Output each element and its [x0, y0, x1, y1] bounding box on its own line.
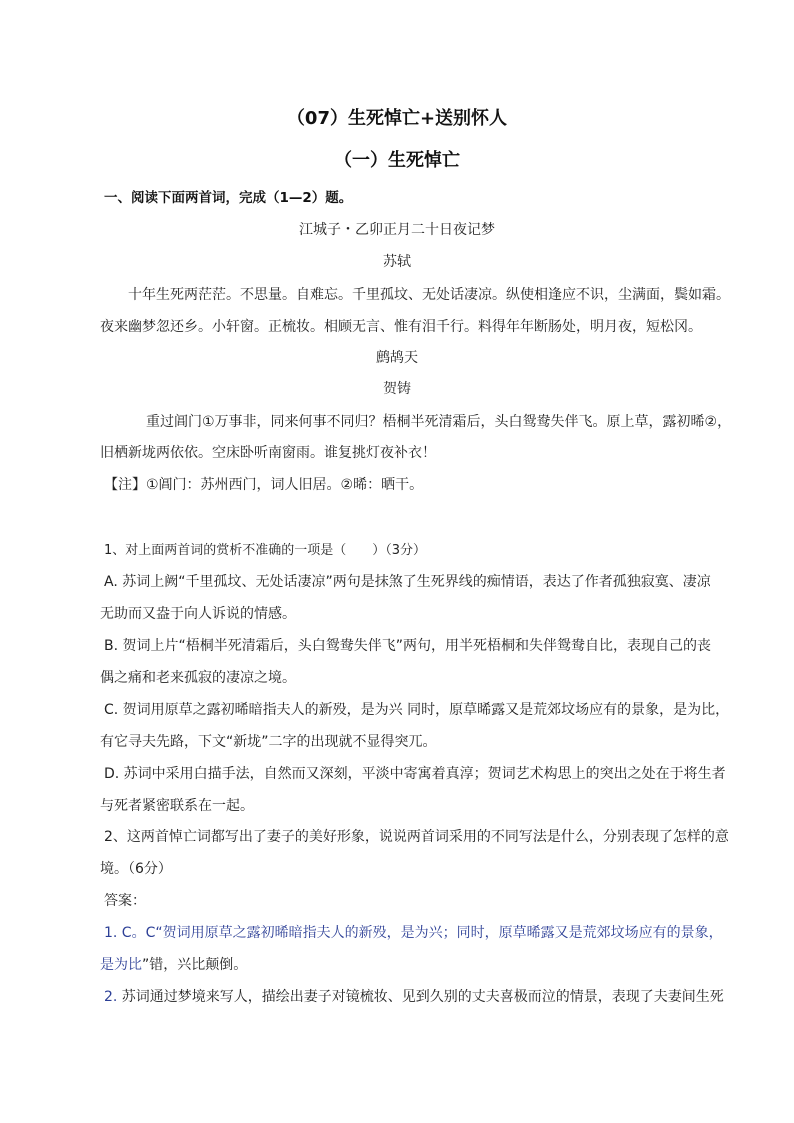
poem2-line: 重过阊门①万事非，同来何事不同归？梧桐半死清霜后，头白鸳鸯失伴飞。原上草，露初晞②， — [146, 414, 732, 430]
poem1-title: 江城子・乙卯正月二十日夜记梦 — [299, 222, 495, 238]
option-c-line: 有它寻夫先路，下文“新垅”二字的出现就不显得突兀。 — [100, 734, 437, 750]
option-d-line: 与死者紧密联系在一起。 — [100, 798, 254, 814]
poem2-line: 旧栖新垅两依依。空床卧听南窗雨。谁复挑灯夜补衣！ — [100, 445, 436, 461]
poem2-author: 贺铸 — [383, 381, 411, 397]
answer-2-number: 2. — [104, 989, 118, 1005]
answer-2-line — [104, 986, 724, 1006]
section-title: （一）生死悼亡 — [334, 150, 460, 171]
option-c-line: C. 贺词用原草之露初晞暗指夫人的新殁，是为兴 同时，原草晞露又是荒郊坟场应有的景象，是为比， — [104, 702, 730, 718]
question-1-stem: 1、对上面两首词的赏析不准确的一项是（ ）（3分） — [104, 543, 427, 558]
option-a-line: 无助而又盎于向人诉说的情感。 — [100, 606, 296, 622]
page-title: （07）生死悼亡+送别怀人 — [286, 108, 508, 129]
answer-1-verdict: ”错，兴比颠倒。 — [142, 957, 248, 973]
question-2-stem: 2、这两首悼亡词都写出了妻子的美好形象，说说两首词采用的不同写法是什么，分别表现了怎样的意 — [104, 829, 729, 845]
answer-1-quote: 是为比 — [100, 957, 142, 973]
answer-2-text: 苏词通过梦境来写人，描绘出妻子对镜梳妆、见到久别的丈夫喜极而泣的情景，表现了夫妻间生死 — [117, 989, 724, 1005]
option-d-line: D. 苏词中采用白描手法，自然而又深刻，平淡中寄寓着真淳；贺词艺术构思上的突出之处在于将生者 — [104, 766, 726, 782]
option-b-line: B. 贺词上片“梧桐半死清霜后，头白鸳鸯失伴飞”两句，用半死梧桐和失伴鸳鸯自比，表现自己的丧 — [104, 638, 712, 654]
poem1-line: 十年生死两茫茫。不思量。自难忘。千里孤坟、无处话凄凉。纵使相逢应不识，尘满面，鬓如霜。 — [128, 287, 730, 303]
poem1-line: 夜来幽梦忽还乡。小轩窗。正梳妆。相顾无言、惟有泪千行。料得年年断肠处，明月夜，短松冈。 — [100, 319, 702, 335]
question-heading: 一、阅读下面两首词，完成（1—2）题。 — [104, 190, 353, 206]
answer-1-line — [100, 954, 247, 974]
answer-1-line: 1. C。C“贺词用原草之露初晞暗指夫人的新殁，是为兴；同时，原草晞露又是荒郊坟场应有的景象， — [104, 925, 723, 941]
poem1-author: 苏轼 — [383, 254, 411, 270]
question-2-stem: 境。（6分） — [100, 861, 172, 877]
poem-note: 【注】①阊门：苏州西门，词人旧居。②晞：晒干。 — [104, 477, 424, 493]
poem2-title: 鹧鸪天 — [376, 350, 418, 366]
answer-label: 答案： — [104, 893, 146, 909]
option-a-line: A. 苏词上阙“千里孤坟、无处话凄凉”两句是抹煞了生死界线的痴情语，表达了作者孤独寂寞、凄凉 — [104, 574, 711, 590]
option-b-line: 偶之痛和老来孤寂的凄凉之境。 — [100, 670, 296, 686]
